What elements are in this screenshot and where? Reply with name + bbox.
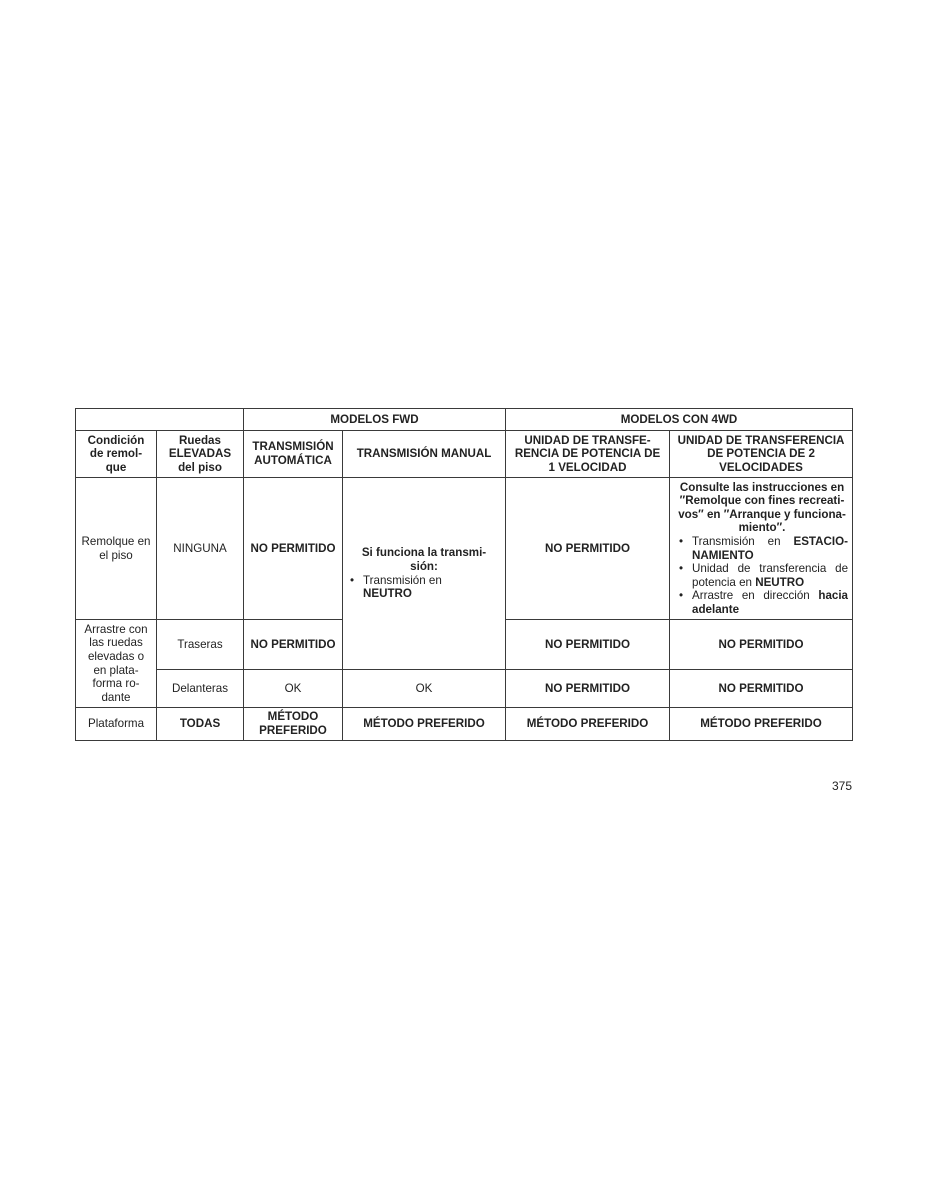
cell-ruedas-delanteras: Delanteras xyxy=(157,670,244,708)
group-header-row xyxy=(76,409,853,431)
cell-unidad2-row3: NO PERMITIDO xyxy=(670,670,853,708)
cell-unidad1-row2: NO PERMITIDO xyxy=(506,620,670,670)
cell-unidad1-row4: MÉTODO PREFERIDO xyxy=(506,708,670,741)
cell-condicion-remolque: Remolque en el piso xyxy=(76,478,157,620)
list-item xyxy=(676,562,848,589)
group-header-fwd: MODELOS FWD xyxy=(244,409,506,431)
list-item xyxy=(347,574,501,601)
cell-ruedas-ninguna: NINGUNA xyxy=(157,478,244,620)
unidad2-bullet-list xyxy=(676,535,848,617)
cell-condicion-arrastre: Arrastre con las ruedas elevadas o en plata- forma ro- dante xyxy=(76,620,157,708)
group-header-empty xyxy=(76,409,244,431)
cell-ruedas-todas: TODAS xyxy=(157,708,244,741)
unidad2-b3-text: Arrastre en dirección xyxy=(692,589,810,603)
page-number: 375 xyxy=(831,779,852,793)
unidad2-b1-bold: ESTACIO- NAMIENTO xyxy=(692,534,849,562)
manual-bullet-text: Transmisión en xyxy=(363,573,442,587)
cell-unidad1-row3: NO PERMITIDO xyxy=(506,670,670,708)
manual-note xyxy=(347,546,501,600)
cell-unidad2-row4: MÉTODO PREFERIDO xyxy=(670,708,853,741)
cell-automatica-row3: OK xyxy=(244,670,343,708)
cell-ruedas-traseras: Traseras xyxy=(157,620,244,670)
towing-table xyxy=(75,408,853,741)
header-unidad1: UNIDAD DE TRANSFE- RENCIA DE POTENCIA DE 1 VELOCIDAD xyxy=(506,431,670,478)
cell-manual-row4: MÉTODO PREFERIDO xyxy=(343,708,506,741)
unidad2-intro: Consulte las instrucciones en ″Remolque con fines recreati- vos″ en ″Arranque y funciona- miento″. xyxy=(678,480,846,535)
cell-condicion-plataforma: Plataforma xyxy=(76,708,157,741)
header-condicion: Condición de remol- que xyxy=(76,431,157,478)
table-row-delanteras xyxy=(76,670,853,708)
list-item xyxy=(676,589,848,616)
unidad2-b1-text: Transmisión en xyxy=(692,534,781,548)
table-row-remolque xyxy=(76,478,853,620)
cell-unidad1-row1: NO PERMITIDO xyxy=(506,478,670,620)
unidad2-b3-bold: hacia adelante xyxy=(692,589,849,616)
header-unidad2: UNIDAD DE TRANSFERENCIA DE POTENCIA DE 2 VELOCIDADES xyxy=(670,431,853,478)
unidad2-b2-text: Unidad de transferencia de potencia en xyxy=(692,562,849,589)
cell-unidad2-notes xyxy=(670,478,853,620)
list-item xyxy=(676,535,848,562)
header-automatica: TRANSMISIÓN AUTOMÁTICA xyxy=(244,431,343,478)
cell-automatica-row2: NO PERMITIDO xyxy=(244,620,343,670)
cell-automatica-row4: MÉTODO PREFERIDO xyxy=(244,708,343,741)
column-header-row xyxy=(76,431,853,478)
manual-note-title: Si funciona la transmi- sión: xyxy=(361,546,487,573)
cell-unidad2-row2: NO PERMITIDO xyxy=(670,620,853,670)
manual-bullet-bold: NEUTRO xyxy=(363,587,412,601)
header-manual: TRANSMISIÓN MANUAL xyxy=(343,431,506,478)
table-row-plataforma xyxy=(76,708,853,741)
cell-manual-merged xyxy=(343,478,506,670)
group-header-4wd: MODELOS CON 4WD xyxy=(506,409,853,431)
cell-manual-row3: OK xyxy=(343,670,506,708)
manual-bullet-list xyxy=(347,574,501,601)
header-ruedas: Ruedas ELEVADAS del piso xyxy=(157,431,244,478)
unidad2-b2-bold: NEUTRO xyxy=(755,575,805,589)
cell-automatica-row1: NO PERMITIDO xyxy=(244,478,343,620)
